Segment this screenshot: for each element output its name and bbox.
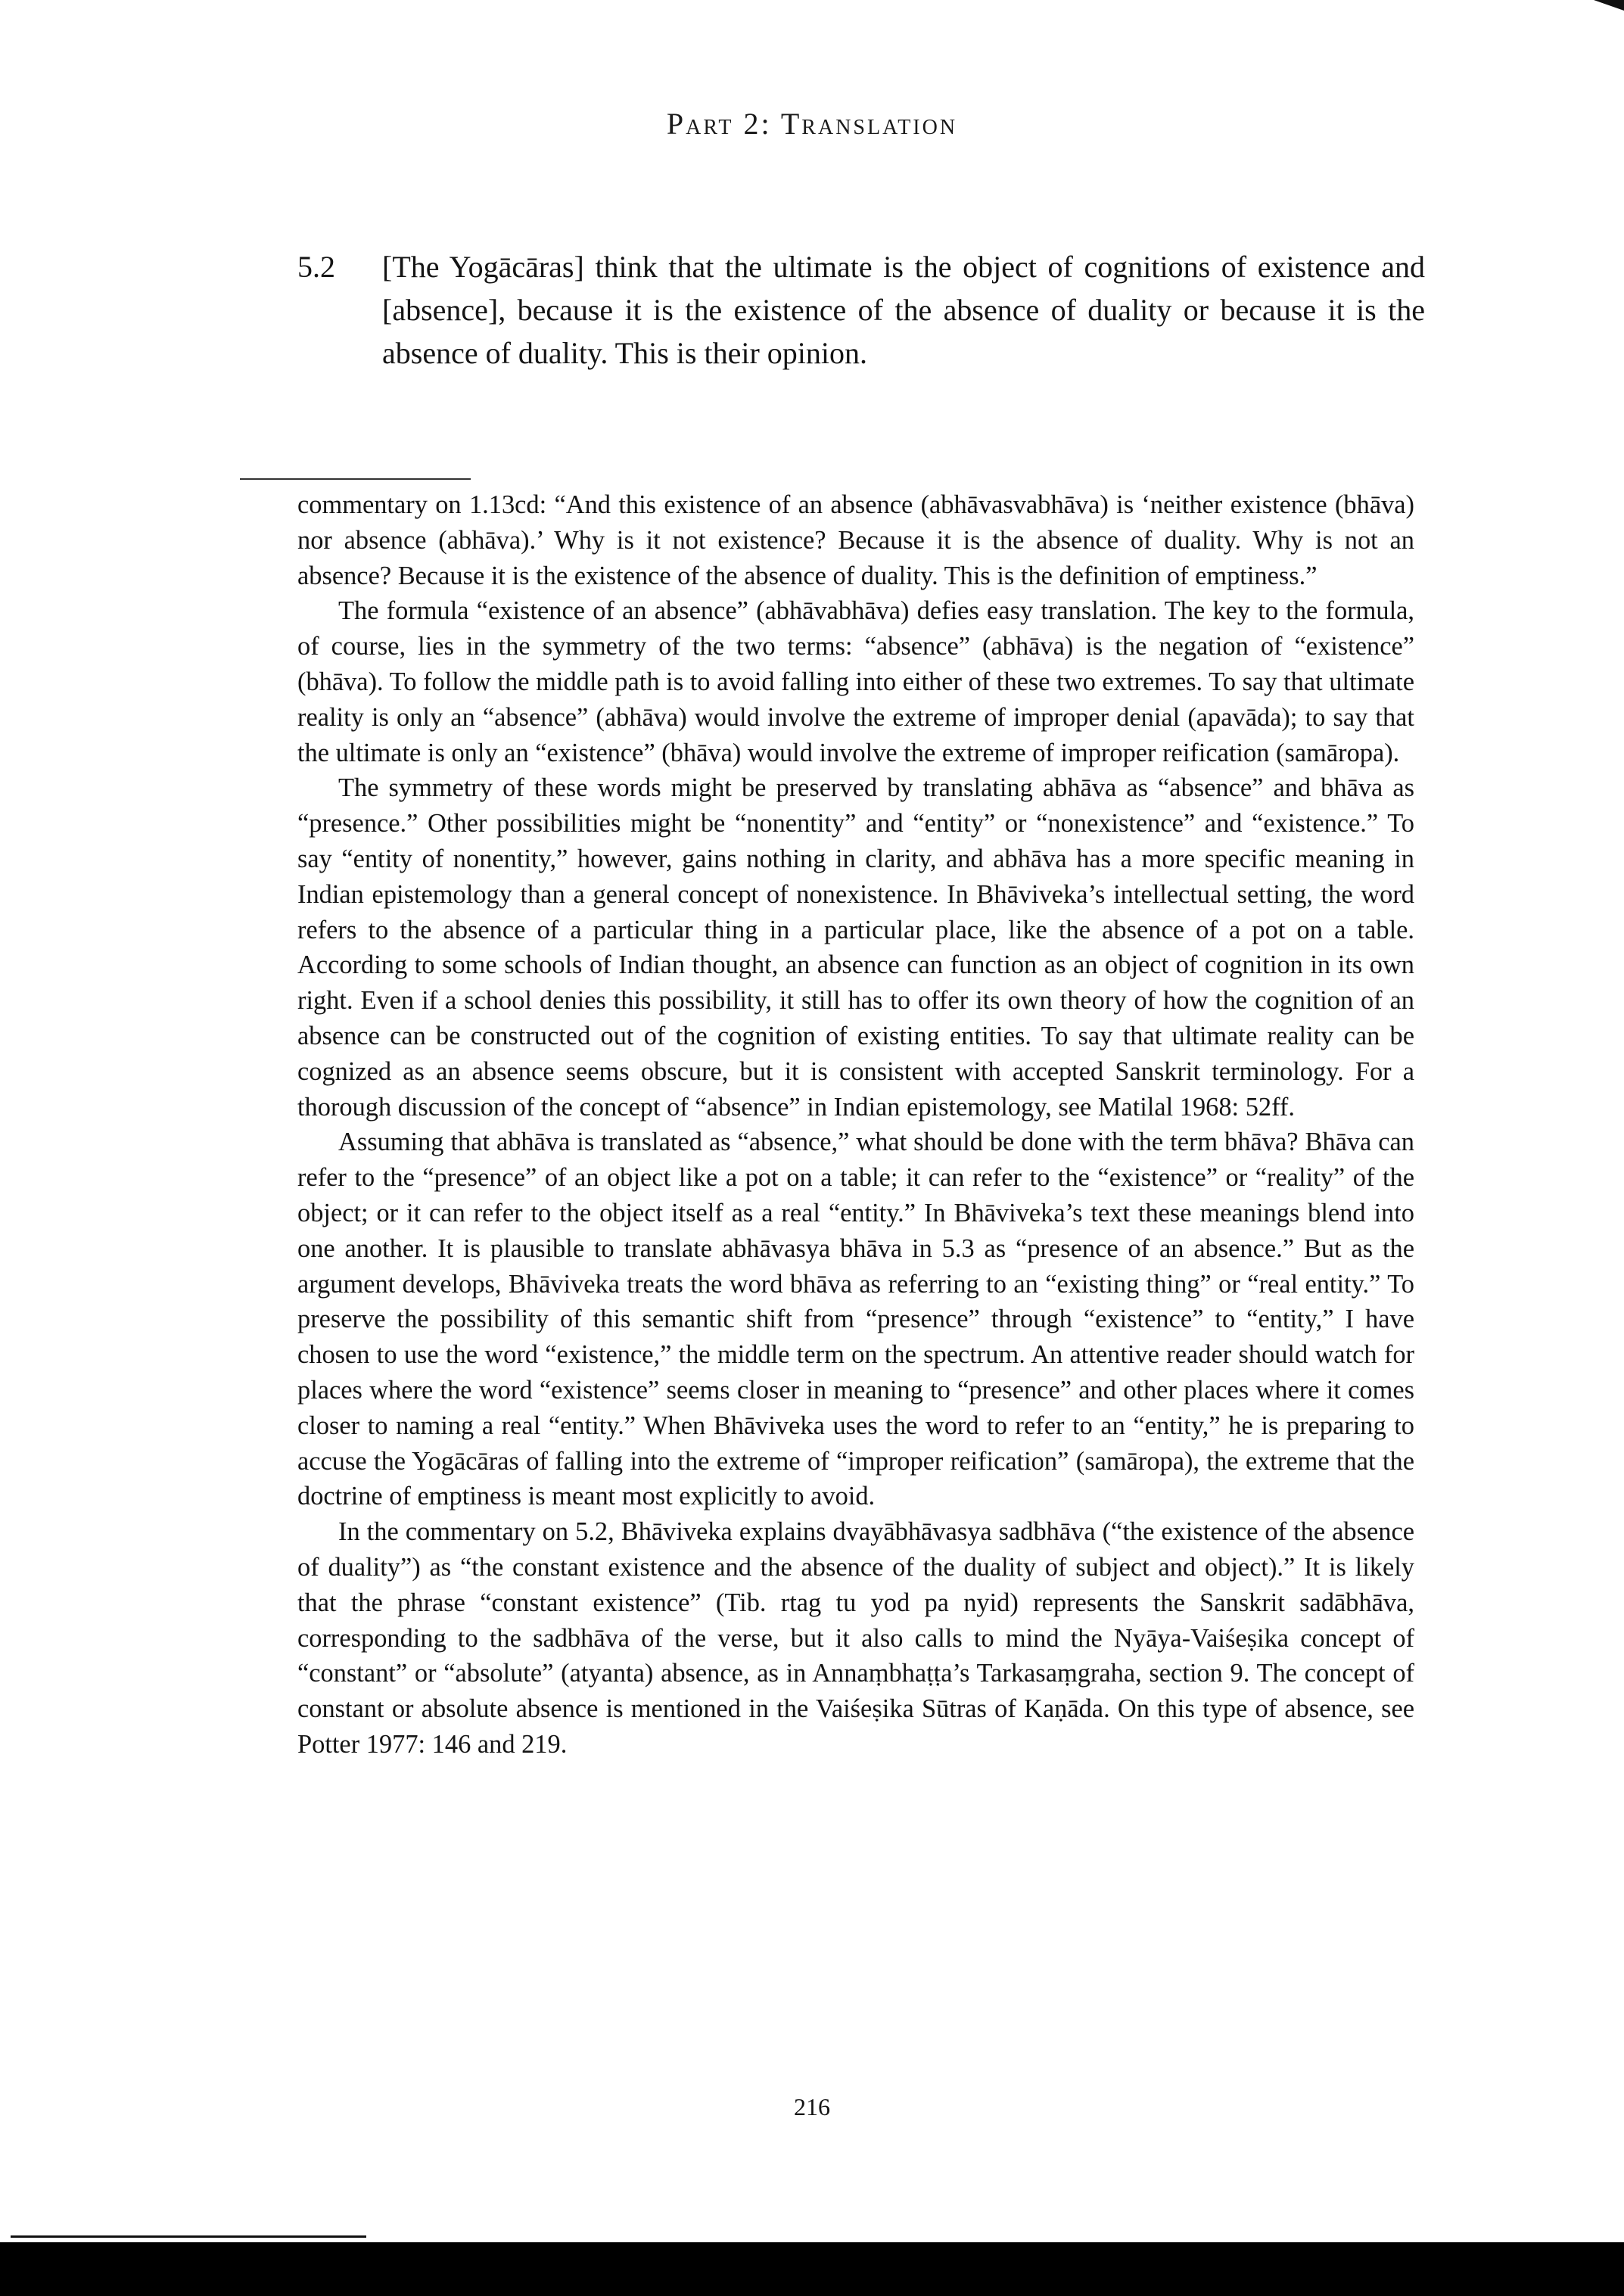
running-head: Part 2: Translation — [666, 107, 958, 141]
scan-edge-line — [11, 2235, 366, 2238]
footnote-paragraph: commentary on 1.13cd: “And this existence of an absence (abhāvasvabhāva) is ‘neither existence (bhāva) nor absence (abhāva).’ Why is it not existence? Because it is the absence of duality. Why is not an absence? Because it is the existence of the absence of duality. This is the definition of emptiness.” — [297, 490, 1414, 590]
section-text: [The Yogācāras] think that the ultimate is the object of cognitions of existence and [absence], because it is the existence of the absence of duality or because it is the absence of duality. This is their opinion. — [382, 250, 1425, 370]
section-5-2 — [297, 245, 1425, 375]
footnote-paragraph: Assuming that abhāva is translated as “absence,” what should be done with the term bhāva? Bhāva can refer to the “presence” of an object like a pot on a table; it can refer to the “existence” or “reality” of the object; or it can refer to the object itself as a real “entity.” In Bhāviveka’s text these meanings blend into one another. It is plausible to translate abhāvasya bhāva in 5.3 as “presence of an absence.” But as the argument develops, Bhāviveka treats the word bhāva as referring to an “existing thing” or “real entity.” To preserve the possibility of this semantic shift from “presence” through “existence” to “entity,” I have chosen to use the word “existence,” the middle term on the spectrum. An attentive reader should watch for places where the word “existence” seems closer in meaning to “presence” and other places where it comes closer to naming a real “entity.” When Bhāviveka uses the word to refer to an “entity,” he is preparing to accuse the Yogācāras of falling into the extreme of “improper reification” (samāropa), the extreme that the doctrine of emptiness is meant most explicitly to avoid. — [297, 1128, 1414, 1511]
footnote-rule — [240, 478, 471, 480]
page-number: 216 — [794, 2093, 830, 2120]
scan-edge-band — [0, 2242, 1624, 2296]
footnote-paragraph: The formula “existence of an absence” (abhāvabhāva) defies easy translation. The key to the formula, of course, lies in the symmetry of the two terms: “absence” (abhāva) is the negation of “existence” (bhāva). To follow the middle path is to avoid falling into either of these two extremes. To say that ultimate reality is only an “absence” (abhāva) would involve the extreme of improper denial (apavāda); to say that the ultimate is only an “existence” (bhāva) would involve the extreme of improper reification (samāropa). — [297, 596, 1414, 767]
corner-mark — [1594, 0, 1624, 11]
footnotes — [297, 487, 1414, 1762]
footnote-paragraph: The symmetry of these words might be preserved by translating abhāva as “absence” and bhāva as “presence.” Other possibilities might be “nonentity” and “entity” or “nonexistence” and “existence.” To say “entity of nonentity,” however, gains nothing in clarity, and abhāva has a more specific meaning in Indian epistemology than a general concept of nonexistence. In Bhāviveka’s intellectual setting, the word refers to the absence of a particular thing in a particular place, like the absence of a pot on a table. According to some schools of Indian thought, an absence can function as an object of cognition in its own right. Even if a school denies this possibility, it still has to offer its own theory of how the cognition of an absence can be constructed out of the cognition of existing entities. To say that ultimate reality can be cognized as an absence seems obscure, but it is consistent with accepted Sanskrit terminology. For a thorough discussion of the concept of “absence” in Indian epistemology, see Matilal 1968: 52ff. — [297, 773, 1414, 1122]
footnote-paragraph: In the commentary on 5.2, Bhāviveka explains dvayābhāvasya sadbhāva (“the existence of the absence of duality”) as “the constant existence and the absence of the duality of subject and object).” It is likely that the phrase “constant existence” (Tib. rtag tu yod pa nyid) represents the Sanskrit sadābhāva, corresponding to the sadbhāva of the verse, but it also calls to mind the Nyāya-Vaiśeṣika concept of “constant” or “absolute” (atyanta) absence, as in Annaṃbhaṭṭa’s Tarkasaṃgraha, section 9. The concept of constant or absolute absence is mentioned in the Vaiśeṣika Sūtras of Kaṇāda. On this type of absence, see Potter 1977: 146 and 219. — [297, 1517, 1414, 1759]
section-number: 5.2 — [297, 250, 335, 284]
